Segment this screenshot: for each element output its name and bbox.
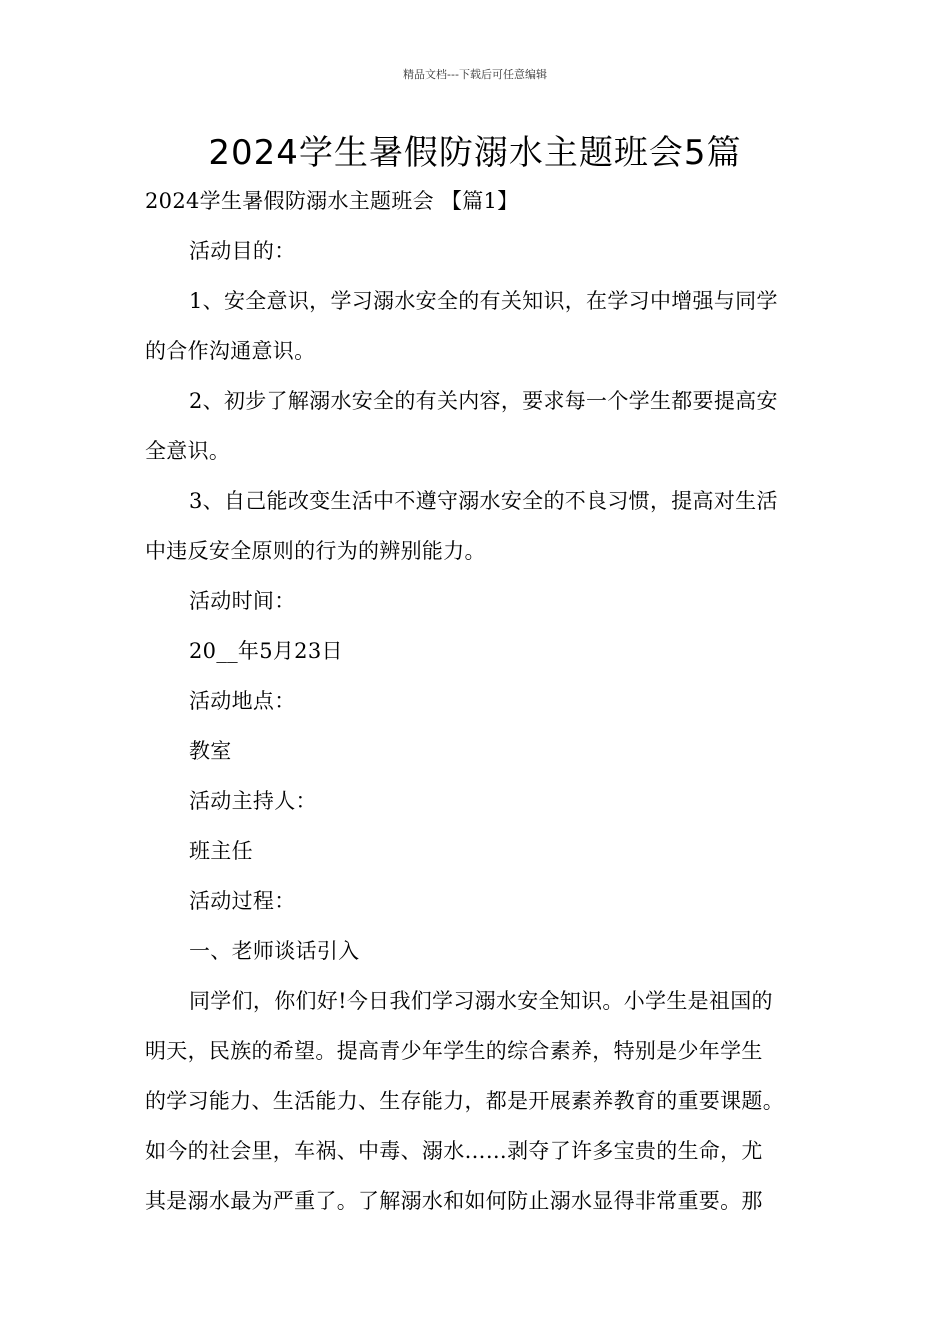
text-line: 20__年5月23日 <box>189 639 343 663</box>
text-line: 2024学生暑假防溺水主题班会 【篇1】 <box>145 189 519 213</box>
document-title: 2024学生暑假防溺水主题班会5篇 <box>208 133 742 173</box>
text-line: 的学习能力、生活能力、生存能力，都是开展素养教育的重要课题。 <box>145 1089 784 1113</box>
text-line: 活动主持人： <box>189 789 317 813</box>
text-line: 其是溺水最为严重了。了解溺水和如何防止溺水显得非常重要。那 <box>145 1189 763 1213</box>
text-line: 活动时间： <box>189 589 296 613</box>
text-line: 2、初步了解溺水安全的有关内容，要求每一个学生都要提高安 <box>189 389 778 413</box>
text-line: 如今的社会里，车祸、中毒、溺水……剥夺了许多宝贵的生命，尤 <box>145 1139 763 1163</box>
text-line: 明天，民族的希望。提高青少年学生的综合素养，特别是少年学生 <box>145 1039 763 1063</box>
text-line: 班主任 <box>189 839 253 863</box>
text-line: 全意识。 <box>145 439 231 463</box>
text-line: 中违反安全原则的行为的辨别能力。 <box>145 539 486 563</box>
text-line: 活动目的： <box>189 239 296 263</box>
text-line: 活动过程： <box>189 889 296 913</box>
text-line: 3、自己能改变生活中不遵守溺水安全的不良习惯，提高对生活 <box>189 489 778 513</box>
text-line: 活动地点： <box>189 689 296 713</box>
text-line: 1、安全意识，学习溺水安全的有关知识，在学习中增强与同学 <box>189 289 778 313</box>
text-line: 一、老师谈话引入 <box>189 939 360 963</box>
document-body <box>145 183 810 1233</box>
text-line: 同学们，你们好!今日我们学习溺水安全知识。小学生是祖国的 <box>189 989 773 1013</box>
header-watermark: 精品文档---下载后可任意编辑 <box>403 68 547 81</box>
text-line: 的合作沟通意识。 <box>145 339 316 363</box>
text-line: 教室 <box>189 739 232 763</box>
